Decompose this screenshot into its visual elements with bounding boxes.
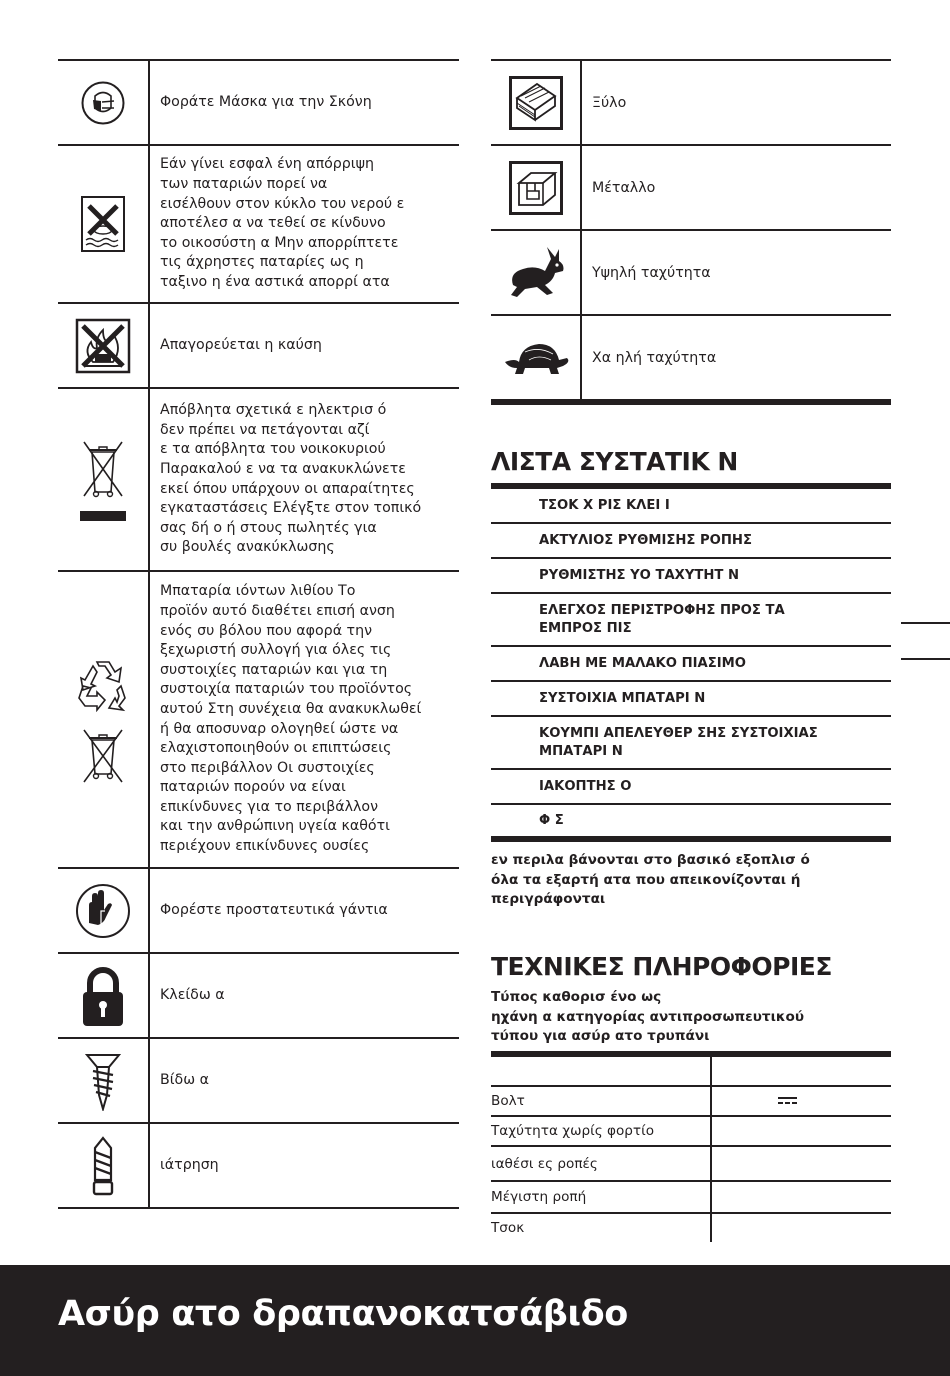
weee-bin-icon	[80, 726, 126, 784]
symbol-row-dust-mask	[58, 61, 459, 146]
tech-intro: Τύπος καθορισ ένο ως ηχάνη α κατηγορίας αντιπροσωπευτικού τύπου για ασύρ ατο τρυπάνι	[491, 989, 805, 1044]
screw-icon	[85, 1051, 121, 1111]
sidebar-tab-mark	[901, 622, 950, 624]
symbol-text: Μπαταρία ιόντων λιθίου Το προϊόν αυτό διαθέτει επισή ανση ενός συ βόλου που αφορά την ξεχωριστή συλλογή για όλες τις συστοιχίες παταριών και για τη συστοιχία παταριών του προϊόντος αυτού Στη συνέχεια θα ανακυκλωθεί ή θα αποσυναρ ολογηθεί ώστε να ελαχιστοποιηθούν οι επιπτώσεις στο περιβάλλον Οι συστοιχίες παταριών πορούν να είναι επικίνδυνες για το περιβάλλον και την ανθρώπινη υγεία καθότι περιέχουν επικίνδυνες ουσίες	[160, 583, 422, 855]
list-item: ΡΥΘΜΙΣΤΗΣ ΥΟ ΤΑΧΥΤΗΤ Ν	[491, 559, 891, 594]
spec-value	[712, 1057, 891, 1085]
spec-label	[491, 1057, 712, 1085]
spec-value	[712, 1147, 891, 1180]
list-item: Φ Σ	[491, 805, 891, 842]
table-row	[491, 1214, 891, 1242]
symbol-text: Απόβλητα σχετικά ε ηλεκτρισ ό δεν πρέπει να πετάγονται αζί ε τα απόβλητα του νοικοκυριού Παρακαλού ε να τα ανακυκλώνετε εκεί όπου υπάρχουν οι απαραίτητες εγκαταστάσεις Ελέγξτε στον τοπικό σας δή ο ή στους πωλητές για συ βουλές ανακύκλωσης	[160, 402, 422, 556]
symbol-row-rabbit	[491, 231, 891, 316]
symbol-row-weee	[58, 389, 459, 572]
gloves-icon	[75, 883, 131, 939]
dust-mask-icon	[81, 81, 125, 125]
symbol-row-wood	[491, 61, 891, 146]
parts-list	[491, 483, 891, 842]
symbol-text: Φορέστε προστατευτικά γάντια	[160, 901, 388, 918]
symbol-row-lock	[58, 954, 459, 1039]
rabbit-icon	[503, 245, 569, 301]
recycle-icon	[75, 656, 131, 712]
turtle-icon	[501, 340, 571, 376]
symbol-row-recycle-battery	[58, 572, 459, 869]
list-item: ΛΑΒΗ ΜΕ ΜΑΛΑΚΟ ΠΙΑΣΙΜΟ	[491, 647, 891, 682]
symbol-text: Φοράτε Μάσκα για την Σκόνη	[160, 93, 372, 110]
tech-info-title: ΤΕΧΝΙΚΕΣ ΠΛΗΡΟΦΟΡΙΕΣ	[491, 952, 832, 981]
symbol-row-gloves	[58, 869, 459, 954]
spec-label: Τσοκ	[491, 1214, 712, 1242]
table-row	[491, 1117, 891, 1147]
symbol-text: Βίδω α	[160, 1071, 209, 1088]
symbol-text: Ξύλο	[592, 94, 627, 111]
table-row	[491, 1087, 891, 1117]
metal-icon	[509, 161, 563, 215]
dc-symbol-icon	[778, 1097, 797, 1105]
drill-bit-icon	[89, 1136, 117, 1196]
symbol-row-no-burning	[58, 304, 459, 389]
symbol-text: Χα ηλή ταχύτητα	[592, 349, 717, 366]
symbol-row-screw	[58, 1039, 459, 1124]
symbol-text: Εάν γίνει εσφαλ ένη απόρριψη των παταριών πορεί να εισέλθουν στον κύκλο του νερού ε αποτέλεσ α να τεθεί σε κίνδυνο το οικοσύστη α Μην απορρίπτετε τις άχρηστες παταρίες ως η ταξινο η ένα αστικά απορρί ατα	[160, 156, 405, 290]
spec-label: Βολτ	[491, 1087, 712, 1115]
spec-table	[491, 1051, 891, 1242]
symbol-text: Απαγορεύεται η καύση	[160, 336, 322, 353]
spec-value	[712, 1214, 891, 1242]
spec-label: ιαθέσι ες ροπές	[491, 1147, 712, 1180]
footer-title: Ασύρ ατο δραπανοκατσάβιδο	[58, 1294, 628, 1334]
spec-value	[712, 1182, 891, 1212]
list-item: ΤΣΟΚ Χ ΡΙΣ ΚΛΕΙ Ι	[491, 489, 891, 524]
table-row	[491, 1057, 891, 1087]
symbol-text: Κλείδω α	[160, 986, 225, 1003]
table-row	[491, 1147, 891, 1182]
symbol-row-metal	[491, 146, 891, 231]
left-symbol-table	[58, 59, 459, 1209]
list-item: ΚΟΥΜΠΙ ΑΠΕΛΕΥΘΕΡ ΣΗΣ ΣΥΣΤΟΙΧΙΑΣ ΜΠΑΤΑΡΙ Ν	[491, 717, 891, 770]
symbol-row-drill	[58, 1124, 459, 1209]
sidebar-tab-mark	[901, 658, 950, 660]
list-item: ΣΥΣΤΟΙΧΙΑ ΜΠΑΤΑΡΙ Ν	[491, 682, 891, 717]
symbol-text: Μέταλλο	[592, 179, 656, 196]
no-burning-icon	[75, 318, 131, 374]
symbol-text: ιάτρηση	[160, 1156, 219, 1173]
table-row	[491, 1182, 891, 1214]
list-item: ΙΑΚΟΠΤΗΣ Ο	[491, 770, 891, 805]
spec-value	[712, 1117, 891, 1145]
list-item: ΑΚΤΥΛΙΟΣ ΡΥΘΜΙΣΗΣ ΡΟΠΗΣ	[491, 524, 891, 559]
symbol-row-no-water	[58, 146, 459, 304]
symbol-text: Υψηλή ταχύτητα	[592, 264, 711, 281]
wood-icon	[509, 76, 563, 130]
spec-label: Μέγιστη ροπή	[491, 1182, 712, 1212]
right-symbol-table	[491, 59, 891, 405]
list-item: ΕΛΕΓΧΟΣ ΠΕΡΙΣΤΡΟΦΗΣ ΠΡΟΣ ΤΑ ΕΜΠΡΟΣ ΠΙΣ	[491, 594, 891, 647]
symbol-row-turtle	[491, 316, 891, 405]
weee-bin-icon	[80, 438, 126, 522]
no-water-disposal-icon	[81, 196, 125, 252]
parts-note: εν περιλα βάνονται στο βασικό εξοπλισ ό όλα τα εξαρτή ατα που απεικονίζονται ή περιγράφονται	[491, 852, 810, 907]
parts-list-title: ΛΙΣΤΑ ΣΥΣΤΑΤΙΚ Ν	[491, 447, 738, 476]
spec-label: Ταχύτητα χωρίς φορτίο	[491, 1117, 712, 1145]
lock-icon	[81, 965, 125, 1027]
